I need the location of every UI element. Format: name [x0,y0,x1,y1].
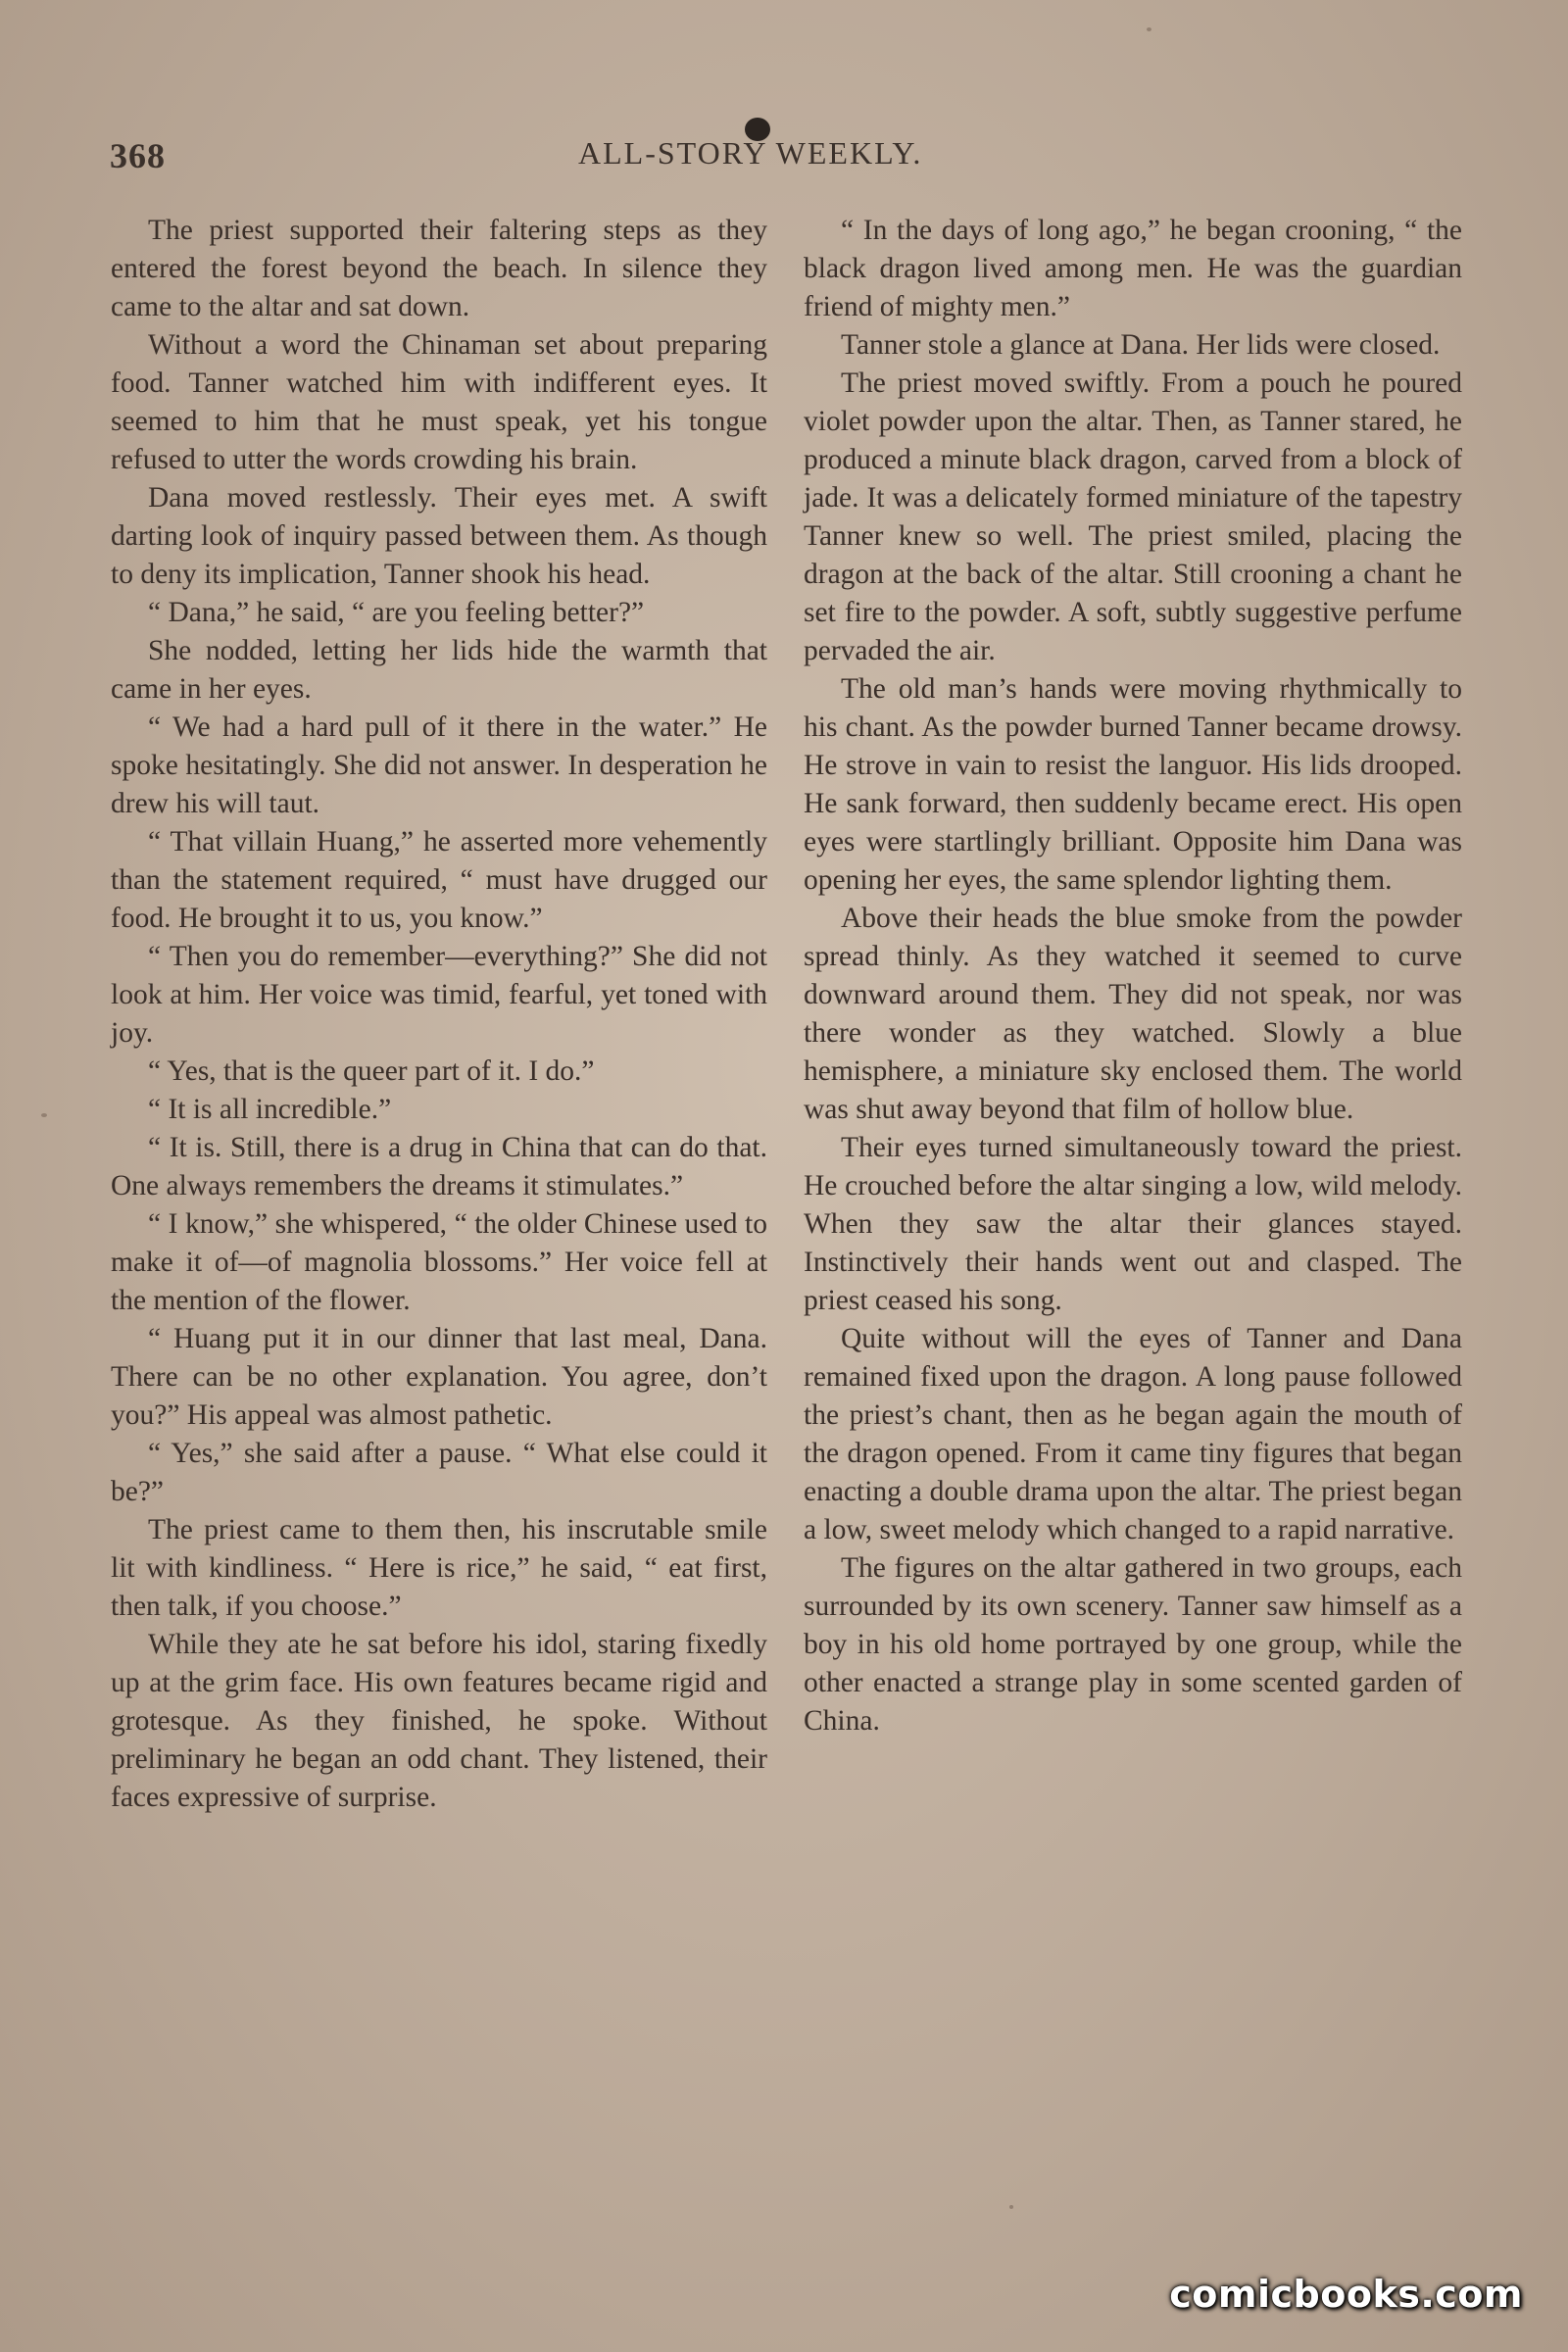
paragraph: Dana moved restlessly. Their eyes met. A swift darting look of inquiry passed between them. As though to deny its implication, Tanner shook his head. [111,482,767,590]
paragraph: “ That villain Huang,” he asserted more vehemently than the statement required, “ must have drugged our food. He brought it to us, you know.” [111,826,767,934]
paragraph: She nodded, letting her lids hide the warmth that came in her eyes. [111,635,767,705]
paragraph: Quite without will the eyes of Tanner and Dana remained fixed upon the dragon. A long pause followed the priest’s chant, then as he began again the mouth of the dragon opened. From it came tiny figures that began enacting a double drama upon the altar. The priest began a low, sweet melody which changed to a rapid narrative. [804,1323,1462,1545]
paragraph: “ Yes, that is the queer part of it. I do.” [148,1055,595,1087]
paragraph: Tanner stole a glance at Dana. Her lids were closed. [841,329,1441,361]
left-column [111,212,767,1817]
paragraph: “ Then you do remember—everything?” She did not look at him. Her voice was timid, fearful, yet toned with joy. [111,941,767,1049]
paragraph: “ Huang put it in our dinner that last meal, Dana. There can be no other explanation. You agree, don’t you?” His appeal was almost pathetic. [111,1323,767,1431]
paragraph: Their eyes turned simultaneously toward the priest. He crouched before the altar singing a low, wild melody. When they saw the altar their glances stayed. Instinctively their hands went out and clasped. The priest ceased his song. [804,1132,1462,1316]
right-column [804,212,1462,1740]
running-title: ALL-STORY WEEKLY. [578,135,923,171]
paragraph: “ Dana,” he said, “ are you feeling better?” [148,597,645,628]
site-watermark: comicbooks.com [1169,2273,1523,2316]
paragraph: Above their heads the blue smoke from the powder spread thinly. As they watched it seemed to curve downward around them. They did not speak, nor was there wonder as they watched. Slowly a blue hemisphere, a miniature sky enclosed them. The world was shut away beyond that film of hollow blue. [804,903,1462,1125]
paragraph: The priest supported their faltering steps as they entered the forest beyond the beach. In silence they came to the altar and sat down. [111,215,767,322]
paragraph: “ It is. Still, there is a drug in China that can do that. One always remembers the dreams it stimulates.” [111,1132,767,1201]
paragraph: “ It is all incredible.” [148,1094,392,1125]
paragraph: While they ate he sat before his idol, staring fixedly up at the grim face. His own features became rigid and grotesque. As they finished, he spoke. Without preliminary he began an odd chant. They listened, their faces expressive of surprise. [111,1629,767,1813]
paper-speck [1009,2205,1013,2209]
paper-speck [41,1113,47,1117]
paragraph: The figures on the altar gathered in two groups, each surrounded by its own scenery. Tanner saw himself as a boy in his old home portrayed by one group, while the other enacted a strange play in some scented garden of China. [804,1552,1462,1737]
paragraph: The priest moved swiftly. From a pouch he poured violet powder upon the altar. Then, as Tanner stared, he produced a minute black dragon, carved from a block of jade. It was a delicately formed miniature of the tapestry Tanner knew so well. The priest smiled, placing the dragon at the back of the altar. Still crooning a chant he set fire to the powder. A soft, subtly suggestive perfume pervaded the air. [804,368,1462,666]
paragraph: “ I know,” she whispered, “ the older Chinese used to make it of—of magnolia blossoms.” Her voice fell at the mention of the flower. [111,1208,767,1316]
paragraph: “ Yes,” she said after a pause. “ What else could it be?” [111,1438,767,1507]
paragraph: “ In the days of long ago,” he began crooning, “ the black dragon lived among men. He was the guardian friend of mighty men.” [804,215,1462,322]
page-header [110,135,1462,194]
paper-speck [1147,27,1152,31]
paragraph: “ We had a hard pull of it there in the water.” He spoke hesitatingly. She did not answer. In desperation he drew his will taut. [111,711,767,819]
page-number: 368 [110,136,166,175]
paragraph: The old man’s hands were moving rhythmically to his chant. As the powder burned Tanner became drowsy. He strove in vain to resist the languor. His lids drooped. He sank forward, then suddenly became erect. His open eyes were startlingly brilliant. Opposite him Dana was opening her eyes, the same splendor lighting them. [804,673,1462,896]
paragraph: The priest came to them then, his inscrutable smile lit with kindliness. “ Here is rice,” he said, “ eat first, then talk, if you choose.” [111,1514,767,1622]
paragraph: Without a word the Chinaman set about preparing food. Tanner watched him with indifferent eyes. It seemed to him that he must speak, yet his tongue refused to utter the words crowding his brain. [111,329,767,475]
